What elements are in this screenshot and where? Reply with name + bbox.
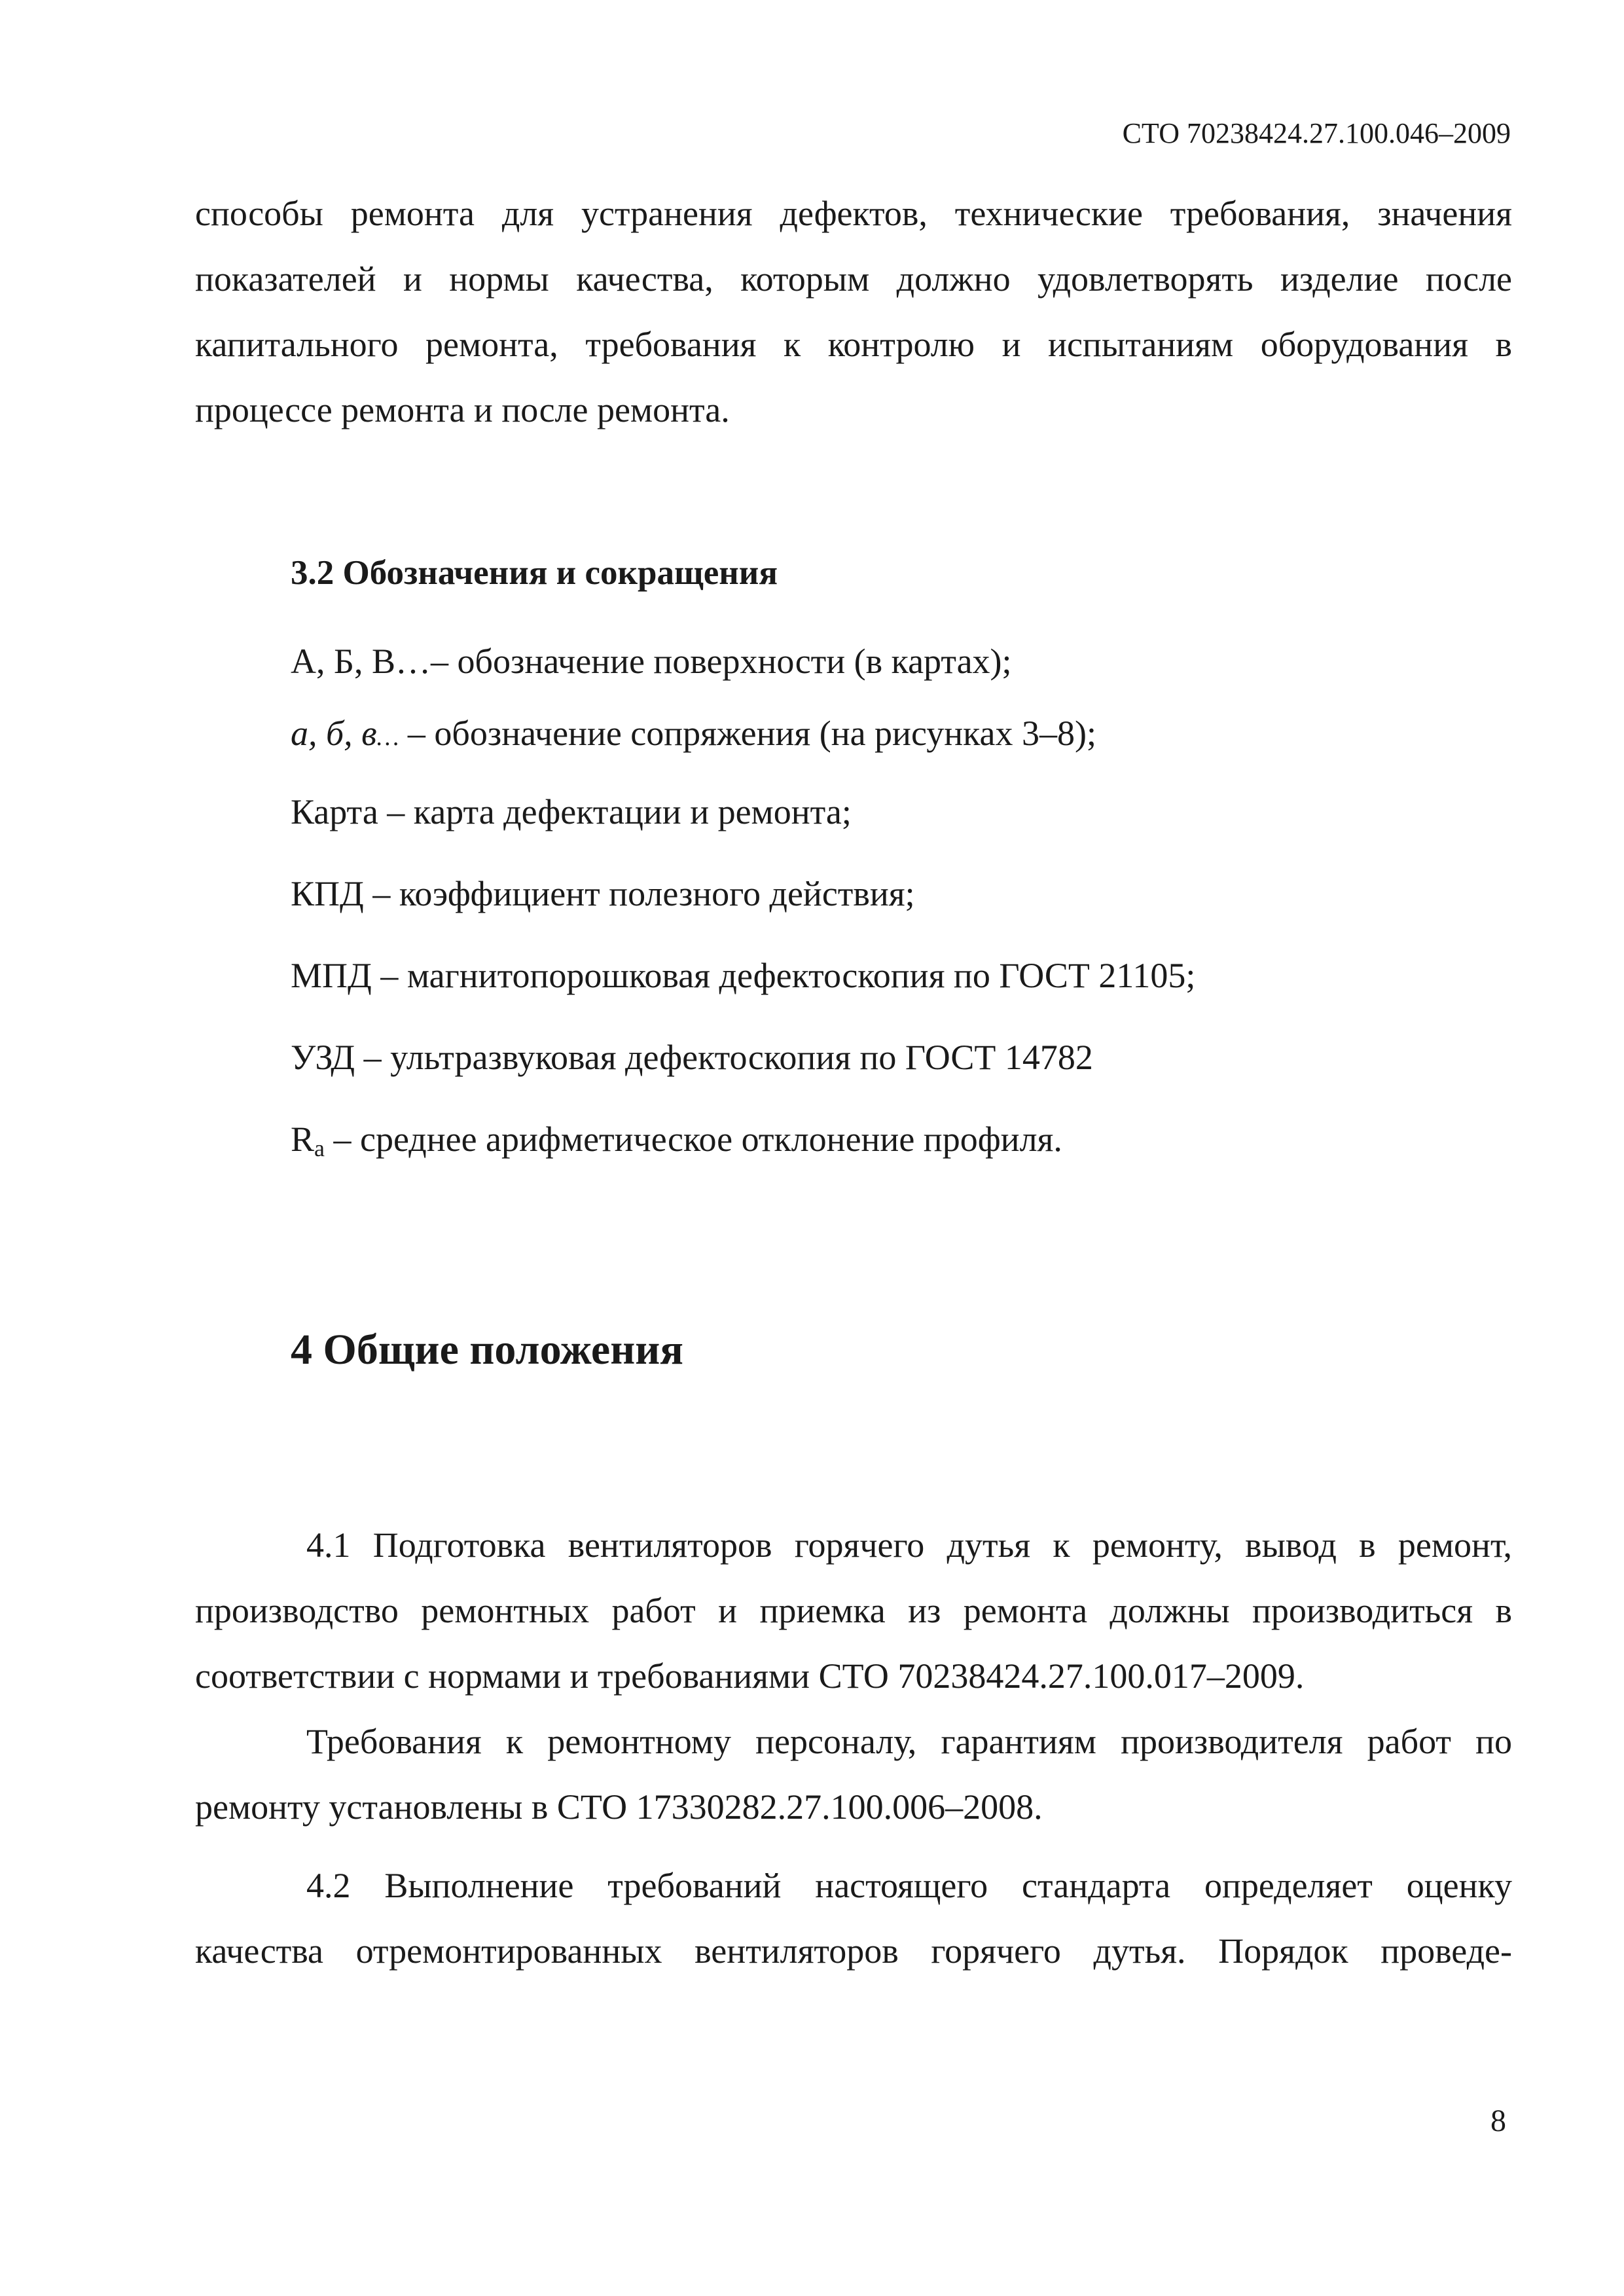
paragraph-line: соответствии с нормами и требованиями СТО 70238424.27.100.017–2009. xyxy=(195,1656,1305,1696)
abbreviation-uzd: УЗД – ультразвуковая дефектоскопия по ГОСТ 14782 xyxy=(291,1038,1093,1077)
paragraph-line: 4.2 Выполнение требований настоящего стандарта определяет оценку xyxy=(306,1866,1512,1905)
paragraph-line: капитального ремонта, требования к контролю и испытаниям оборудования в xyxy=(195,325,1512,364)
paragraph-line: способы ремонта для устранения дефектов, технические требования, значения xyxy=(195,194,1512,233)
paragraph-4-2 xyxy=(195,1853,1512,1984)
paragraph-line: Требования к ремонтному персоналу, гарантиям производителя работ по xyxy=(306,1722,1512,1761)
paragraph-line: 4.1 Подготовка вентиляторов горячего дутья к ремонту, вывод в ремонт, xyxy=(306,1525,1512,1565)
paragraph-personnel-requirements xyxy=(195,1709,1512,1840)
abbreviation-surface: А, Б, В…– обозначение поверхности (в картах); xyxy=(291,642,1012,681)
abbreviation-mating-letters: а, б, в xyxy=(291,714,377,753)
abbreviation-ra xyxy=(291,1116,1062,1171)
abbreviation-kpd: КПД – коэффициент полезного действия; xyxy=(291,874,915,913)
paragraph-line: показателей и нормы качества, которым должно удовлетворять изделие после xyxy=(195,259,1512,299)
intro-paragraph xyxy=(195,181,1512,443)
section-3-2-heading: 3.2 Обозначения и сокращения xyxy=(291,554,778,592)
abbreviation-mating-text: обозначение сопряжения (на рисунках 3–8); xyxy=(434,714,1096,753)
section-4-heading: 4 Общие положения xyxy=(291,1326,683,1374)
paragraph-line: процессе ремонта и после ремонта. xyxy=(195,390,730,429)
abbreviation-mpd: МПД – магнитопорошковая дефектоскопия по ГОСТ 21105; xyxy=(291,956,1196,995)
paragraph-4-1 xyxy=(195,1512,1512,1709)
page-number: 8 xyxy=(1490,2104,1506,2138)
ra-symbol: R xyxy=(291,1120,315,1159)
abbreviation-mating xyxy=(291,710,1096,760)
abbreviation-mating-dots: … xyxy=(376,723,399,751)
paragraph-line: качества отремонтированных вентиляторов горячего дутья. Порядок проведе- xyxy=(195,1931,1512,1971)
paragraph-line: ремонту установлены в СТО 17330282.27.100.006–2008. xyxy=(195,1787,1043,1827)
ra-description: – среднее арифметическое отклонение профиля. xyxy=(325,1120,1062,1159)
ra-subscript: a xyxy=(314,1135,325,1161)
abbreviation-mating-dash: – xyxy=(399,714,435,753)
paragraph-line: производство ремонтных работ и приемка из ремонта должны производиться в xyxy=(195,1591,1512,1630)
abbreviation-karta: Карта – карта дефектации и ремонта; xyxy=(291,792,852,831)
document-code-header: СТО 70238424.27.100.046–2009 xyxy=(1122,117,1511,149)
